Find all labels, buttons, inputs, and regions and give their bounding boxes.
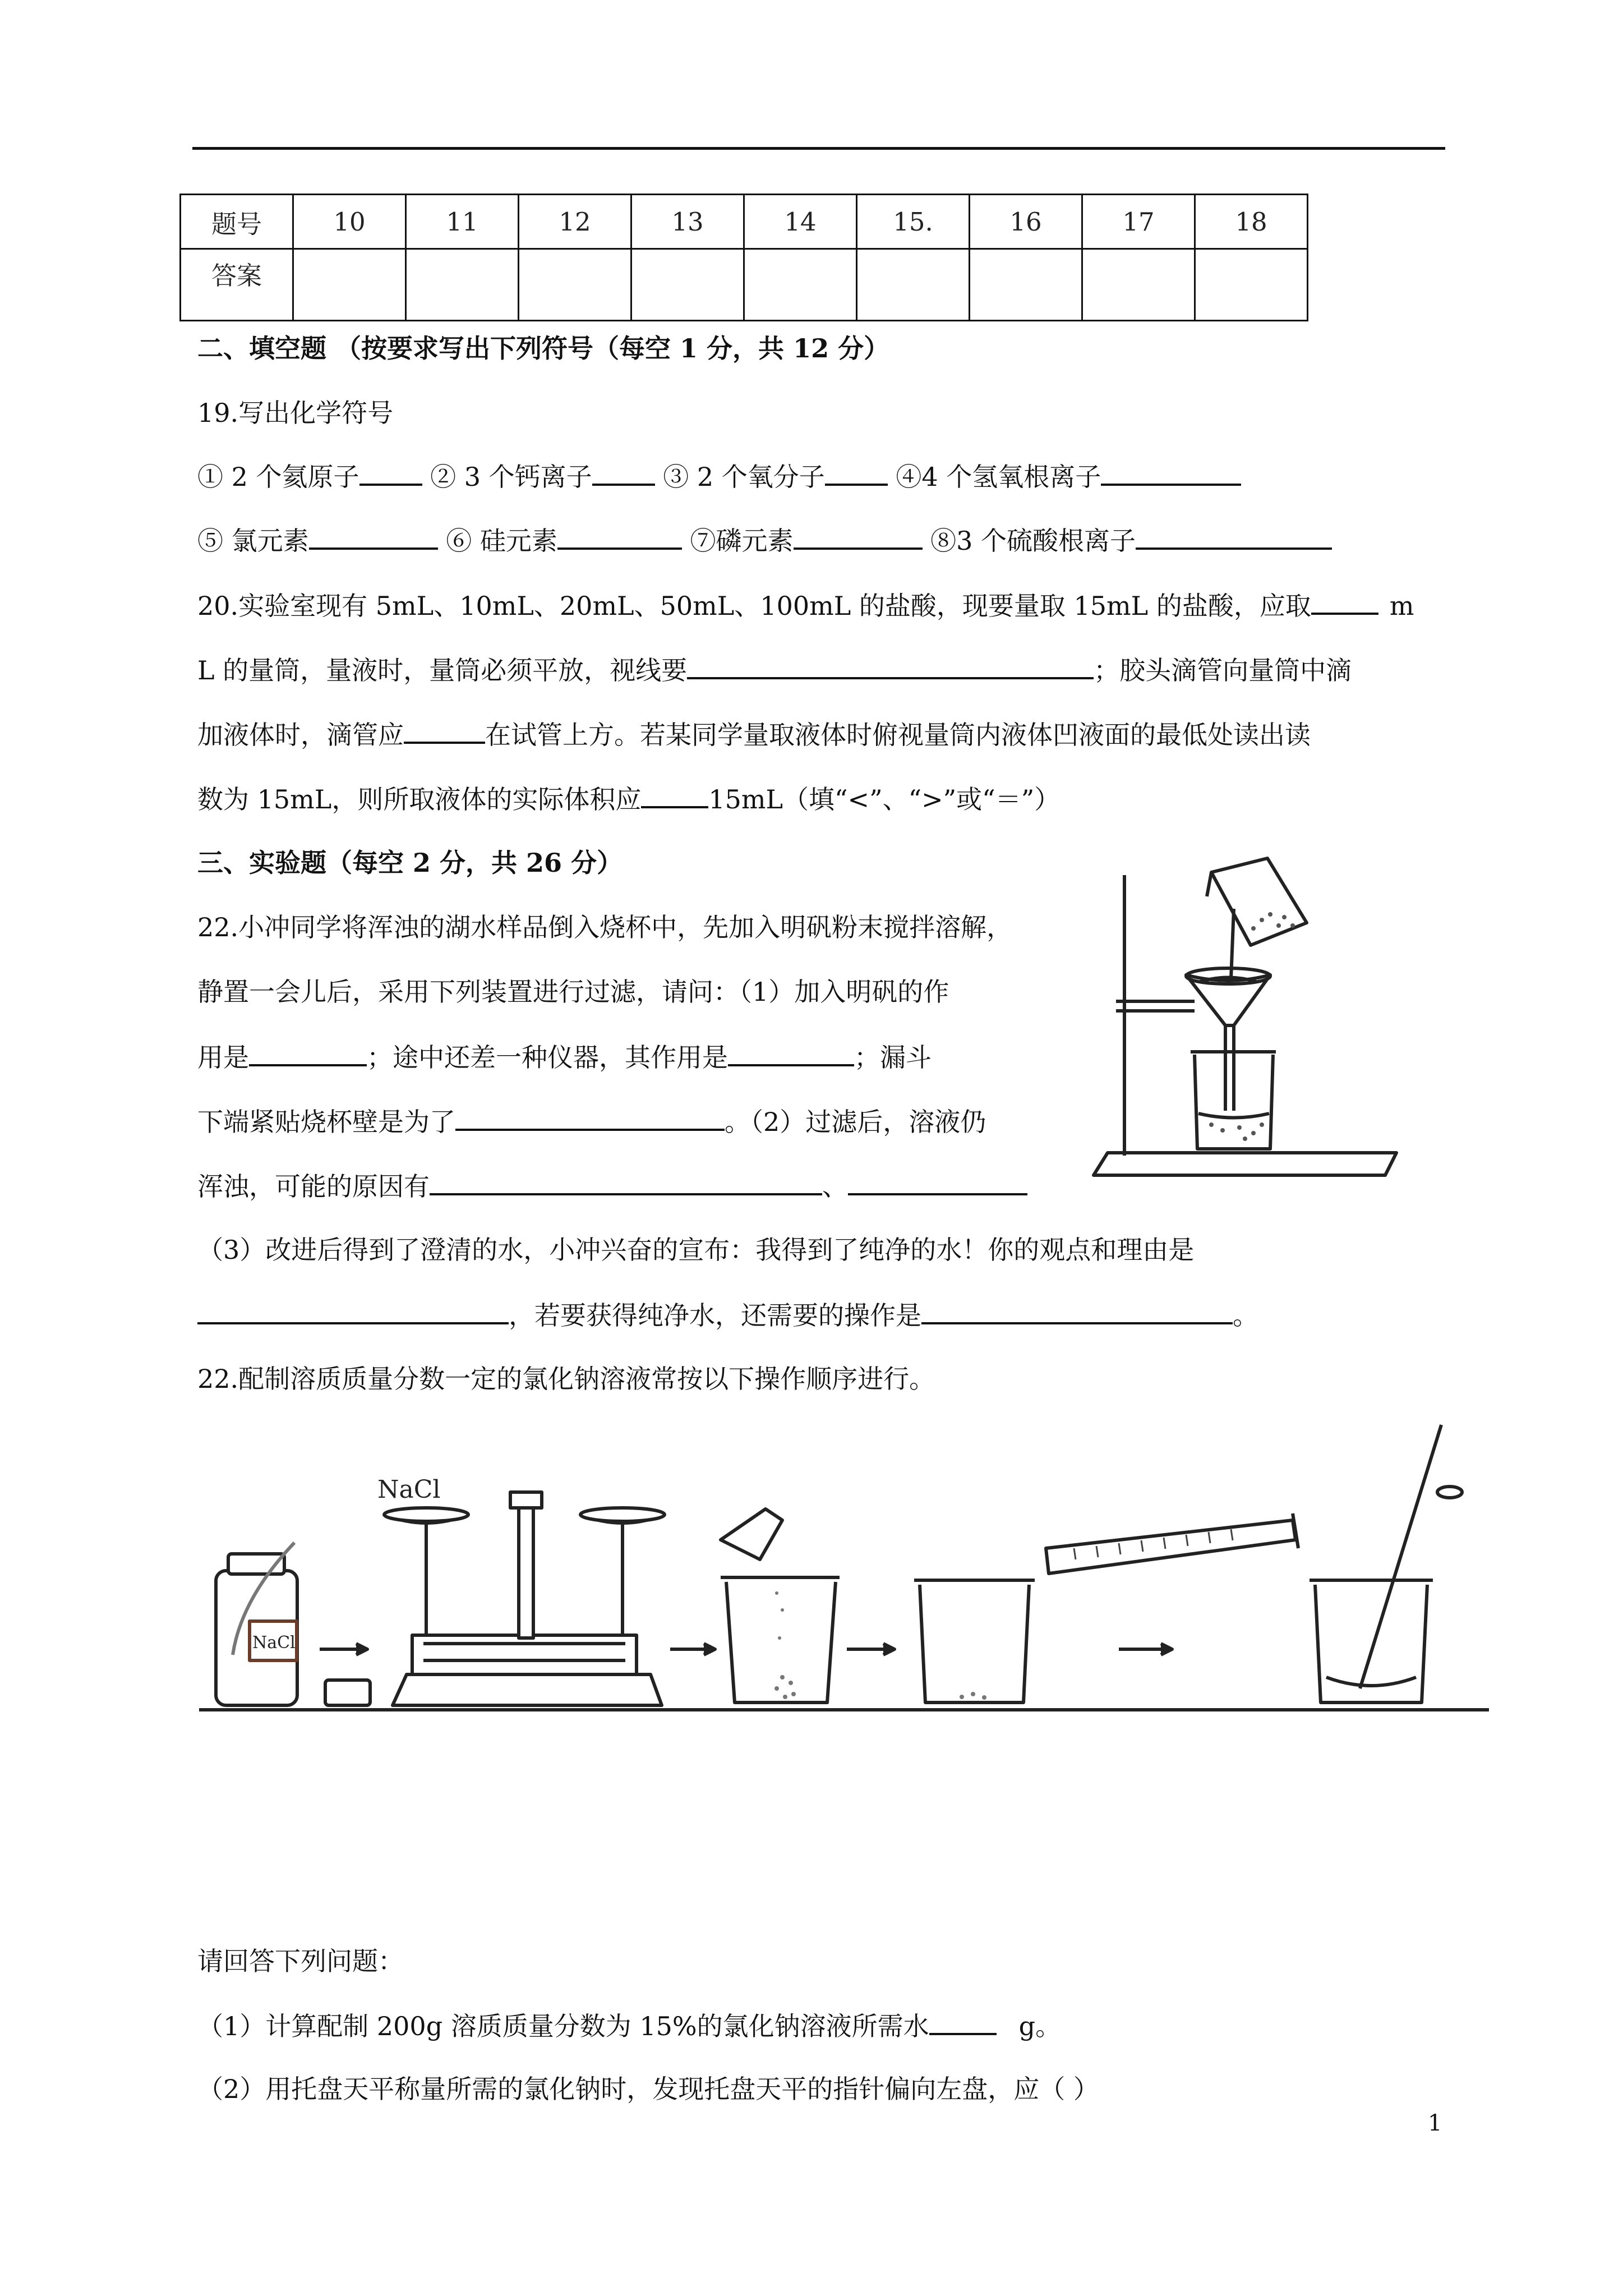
answer-blank[interactable]: [794, 523, 923, 550]
q22a-line-3: 用是 ；途中还差一种仪器，其作用是 ；漏斗: [197, 1039, 932, 1074]
table-cell: 13: [631, 195, 744, 249]
table-cell: 15.: [857, 195, 970, 249]
answer-blank[interactable]: [728, 1039, 854, 1066]
answer-cell[interactable]: [1195, 249, 1308, 321]
q19-row-1: ① 2 个氦原子 ② 3 个钙离子 ③ 2 个氧分子 ④4 个氢氧根离子: [197, 459, 1241, 494]
filtration-apparatus-figure: [1082, 847, 1458, 1195]
answer-cell[interactable]: [857, 249, 970, 321]
q20-line-4: 数为 15mL，则所取液体的实际体积应 15mL（填“<”、“>”或“＝”）: [197, 781, 1060, 816]
answer-blank[interactable]: [1136, 523, 1332, 550]
answer-blank[interactable]: [430, 1168, 822, 1195]
answer-blank[interactable]: [197, 1297, 509, 1324]
nacl-label: NaCl: [377, 1475, 441, 1504]
q19-title: 19.写出化学符号: [197, 398, 394, 428]
answer-blank[interactable]: [455, 1104, 725, 1131]
table-cell: 16: [970, 195, 1082, 249]
answer-blank[interactable]: [249, 1039, 367, 1066]
solution-preparation-figure: [199, 1414, 1489, 1728]
answer-table-header-row: [181, 195, 1308, 249]
table-cell: 答案: [181, 249, 293, 321]
q19-row-2: ⑤ 氯元素 ⑥ 硅元素 ⑦磷元素 ⑧3 个硫酸根离子: [197, 523, 1332, 558]
questions-intro: 请回答下列问题：: [197, 1946, 404, 1976]
table-cell: 18: [1195, 195, 1308, 249]
q22a-line-5: 浑浊，可能的原因有 、: [197, 1168, 1027, 1203]
q22a-line-7: ，若要获得纯净水，还需要的操作是 。: [197, 1297, 1258, 1332]
q22b-title: 22.配制溶质质量分数一定的氯化钠溶液常按以下操作顺序进行。: [197, 1364, 935, 1394]
q22a-line-1: 22.小冲同学将浑浊的湖水样品倒入烧杯中，先加入明矾粉末搅拌溶解，: [197, 912, 1013, 942]
sub-question-1: （1）计算配制 200g 溶质质量分数为 15%的氯化钠溶液所需水 g。: [197, 2008, 1061, 2043]
answer-blank[interactable]: [929, 2008, 997, 2035]
table-cell: 题号: [181, 195, 293, 249]
answer-blank[interactable]: [848, 1168, 1027, 1195]
answer-cell[interactable]: [406, 249, 519, 321]
answer-table: [179, 194, 1308, 321]
answer-table-answer-row: [181, 249, 1308, 321]
answer-cell[interactable]: [744, 249, 857, 321]
answer-blank[interactable]: [1101, 459, 1241, 486]
section-2-heading: 二、填空题 （按要求写出下列符号（每空 1 分，共 12 分）: [197, 333, 890, 364]
answer-blank[interactable]: [404, 717, 485, 744]
q22a-line-6: （3）改进后得到了澄清的水，小冲兴奋的宣布：我得到了纯净的水！你的观点和理由是: [197, 1235, 1195, 1265]
answer-cell[interactable]: [970, 249, 1082, 321]
answer-cell[interactable]: [293, 249, 406, 321]
answer-cell[interactable]: [519, 249, 631, 321]
answer-blank[interactable]: [1311, 588, 1378, 615]
table-cell: 17: [1082, 195, 1195, 249]
jar-label: NaCl: [252, 1633, 296, 1653]
q20-line-1: 20.实验室现有 5mL、10mL、20mL、50mL、100mL 的盐酸，现要量取 15mL 的盐酸，应取 m: [197, 588, 1414, 623]
sub-question-2: （2）用托盘天平称量所需的氯化钠时，发现托盘天平的指针偏向左盘，应（ ）: [197, 2074, 1099, 2104]
answer-cell[interactable]: [631, 249, 744, 321]
header-rule: [192, 147, 1445, 150]
q22a-line-2: 静置一会儿后，采用下列装置进行过滤，请问：（1）加入明矾的作: [197, 977, 949, 1007]
q20-line-3: 加液体时，滴管应 在试管上方。若某同学量取液体时俯视量筒内液体凹液面的最低处读出读: [197, 717, 1311, 752]
table-cell: 12: [519, 195, 631, 249]
page-number: 1: [1428, 2110, 1442, 2136]
answer-blank[interactable]: [557, 523, 682, 550]
answer-blank[interactable]: [687, 652, 1094, 679]
answer-cell[interactable]: [1082, 249, 1195, 321]
answer-blank[interactable]: [921, 1297, 1233, 1324]
q22a-line-4: 下端紧贴烧杯壁是为了 。（2）过滤后，溶液仍: [197, 1104, 986, 1139]
answer-blank[interactable]: [825, 459, 888, 486]
answer-blank[interactable]: [592, 459, 655, 486]
table-cell: 10: [293, 195, 406, 249]
q20-line-2: L 的量筒，量液时，量筒必须平放，视线要 ；胶头滴管向量筒中滴: [197, 652, 1352, 687]
table-cell: 11: [406, 195, 519, 249]
section-3-heading: 三、实验题（每空 2 分，共 26 分）: [197, 848, 623, 878]
answer-blank[interactable]: [641, 781, 708, 808]
table-cell: 14: [744, 195, 857, 249]
answer-blank[interactable]: [309, 523, 438, 550]
answer-blank[interactable]: [359, 459, 422, 486]
